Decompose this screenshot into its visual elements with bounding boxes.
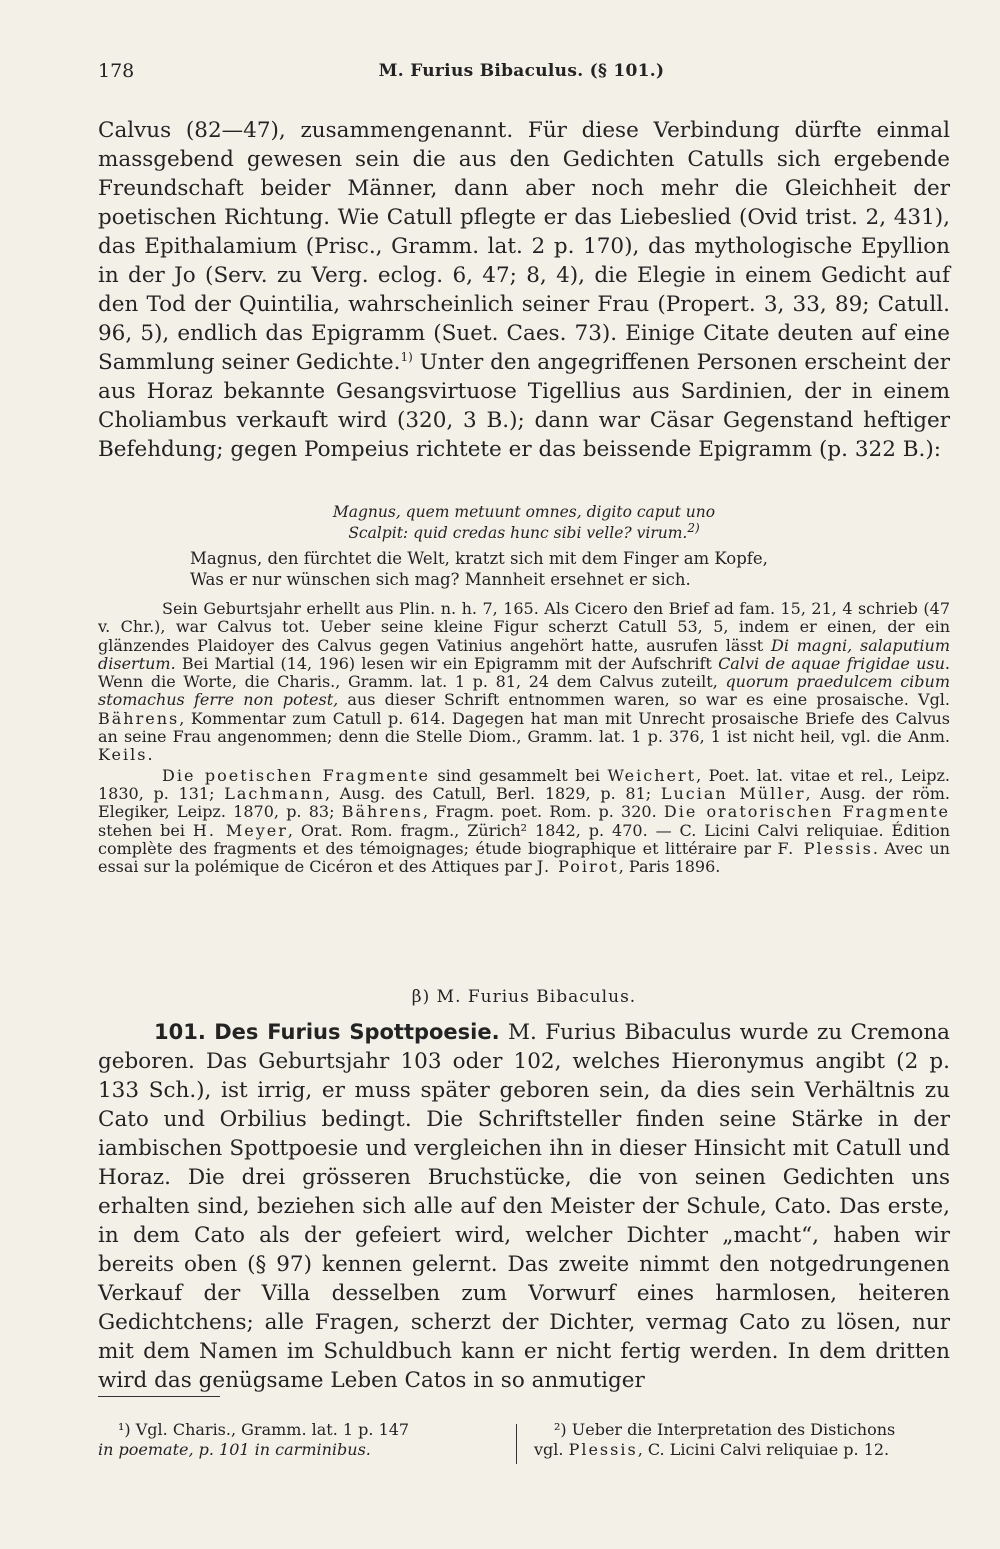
footnote-rule bbox=[98, 1396, 220, 1397]
small-print-notes bbox=[98, 600, 950, 876]
section-text: M. Furius Bibaculus wurde zu Cremona geboren. Das Geburtsjahr 103 oder 102, welches Hieronymus angibt (2 p. 133 Sch.), ist irrig, er muss später geboren sein, da dies sein Verhältnis zu Cato und Orbilius bedingt. Die Schriftsteller finden seine Stärke in der iambischen Spottpoesie und vergleichen ihn in dieser Hinsicht mit Catull und Horaz. Die drei grösseren Bruchstücke, die von seinen Gedichten uns erhalten sind, beziehen sich alle auf den Meister der Schule, Cato. Das erste, in dem Cato als der gefeiert wird, welcher Dichter „macht“, haben wir bereits oben (§ 97) kennen gelernt. Das zweite nimmt den notgedrungenen Verkauf der Villa desselben zum Vorwurf eines harmlosen, heiteren Gedichtchens; alle Fragen, scherzt der Dichter, vermag Cato zu lösen, nur mit dem Namen im Schuldbuch kann er nicht fertig werden. In dem dritten wird das genügsame Leben Catos in so anmutiger bbox=[98, 1020, 950, 1393]
section-title: Des Furius Spottpoesie. bbox=[214, 1020, 500, 1044]
section-101 bbox=[98, 1018, 950, 1395]
latin-epigram bbox=[98, 502, 950, 544]
subsection-heading: β) M. Furius Bibaculus. bbox=[411, 987, 637, 1007]
paragraph-calvus: Calvus (82—47), zusammengenannt. Für diese Verbindung dürfte einmal massgebend gewesen sein die aus den Gedichten Catulls sich ergebende Freundschaft beider Männer, dann aber noch mehr die Gleichheit der poetischen Richtung. Wie Catull pflegte er das Liebeslied (Ovid trist. 2, 431), das Epithalamium (Prisc., Gramm. lat. 2 p. 170), das mythologische Epyllion in der Jo (Serv. zu Verg. eclog. 6, 47; 8, 4), die Elegie in einem Gedicht auf den Tod der Quintilia, wahrscheinlich seiner Frau (Propert. 3, 33, 89; Catull. 96, 5), endlich das Epigramm (Suet. Caes. 73). Einige Citate deuten auf eine Sammlung seiner Gedichte.$^{1)}$ Unter den angegriffenen Personen erscheint der aus Horaz bekannte Gesangsvirtuose Tigellius aus Sardinien, der in einem Choliambus verkauft wird (320, 3 B.); dann war Cäsar Gegenstand heftiger Befehdung; gegen Pompeius richtete er das beissende Epigramm (p. 322 B.): bbox=[98, 118, 950, 462]
footnote-divider bbox=[516, 1424, 517, 1464]
german-verse-line-1: Magnus, den fürchtet die Welt, kratzt sich mit dem Finger am Kopfe, bbox=[190, 549, 768, 568]
footnote-ref-1[interactable]: 1) bbox=[400, 349, 413, 364]
german-verse-line-2: Was er nur wünschen sich mag? Mannheit ersehnet er sich. bbox=[190, 570, 691, 589]
note-birth-year: Sein Geburtsjahr erhellt aus Plin. n. h. 7, 165. Als Cicero den Brief ad fam. 15, 21, 4 schrieb (47 v. Chr.), war Calvus tot. Ueber seine kleine Figur scherzt Catull 53, 5, indem er einen, der ein glänzendes Plaidoyer des Calvus gegen Vatinius angehört hatte, ausrufen lässt Di magni, salaputium disertum. Bei Martial (14, 196) lesen wir ein Epigramm mit der Aufschrift Calvi de aquae frigidae usu. Wenn die Worte, die Charis., Gramm. lat. 1 p. 81, 24 dem Calvus zuteilt, quorum praedulcem cibum stomachus ferre non potest, aus dieser Schrift entnommen waren, so war es eine prosaische. Vgl. Bährens, Kommentar zum Catull p. 614. Dagegen hat man mit Unrecht prosaische Briefe des Calvus an seine Frau angenommen; denn die Stelle Diom., Gramm. lat. 1 p. 376, 1 ist nicht heil, vgl. die Anm. Keils. bbox=[98, 599, 951, 765]
page-number: 178 bbox=[98, 60, 135, 82]
page-header bbox=[98, 60, 945, 90]
footnotes bbox=[98, 1420, 950, 1470]
section-number: 101. bbox=[154, 1020, 206, 1044]
footnote-2: ²) Ueber die Interpretation des Distichons vgl. Plessis, C. Licini Calvi reliquiae p. 12. bbox=[534, 1420, 896, 1459]
footnote-1: ¹) Vgl. Charis., Gramm. lat. 1 p. 147 in poemate, p. 101 in carminibus. bbox=[98, 1420, 410, 1459]
german-translation bbox=[190, 548, 940, 590]
latin-verse-line-2: Scalpit: quid credas hunc sibi velle? virum.$^{2)}$ bbox=[348, 520, 700, 542]
footnote-ref-2[interactable]: 2) bbox=[687, 520, 700, 535]
note-fragments: Die poetischen Fragmente sind gesammelt bei Weichert, Poet. lat. vitae et rel., Leipz. 1830, p. 131; Lachmann, Ausg. des Catull, Berl. 1829, p. 81; Lucian Müller, Ausg. der röm. Elegiker, Leipz. 1870, p. 83; Bährens, Fragm. poet. Rom. p. 320. Die oratorischen Fragmente stehen bei H. Meyer, Orat. Rom. fragm., Zürich² 1842, p. 470. — C. Licini Calvi reliquiae. Édition complète des fragments et des témoignages; étude biographique et littéraire par F. Plessis. Avec un essai sur la polémique de Cicéron et des Attiques par J. Poirot, Paris 1896. bbox=[98, 765, 951, 877]
body-paragraph bbox=[98, 116, 950, 464]
running-head: M. Furius Bibaculus. (§ 101.) bbox=[378, 61, 665, 81]
latin-verse-line-1: Magnus, quem metuunt omnes, digito caput uno bbox=[332, 503, 716, 521]
